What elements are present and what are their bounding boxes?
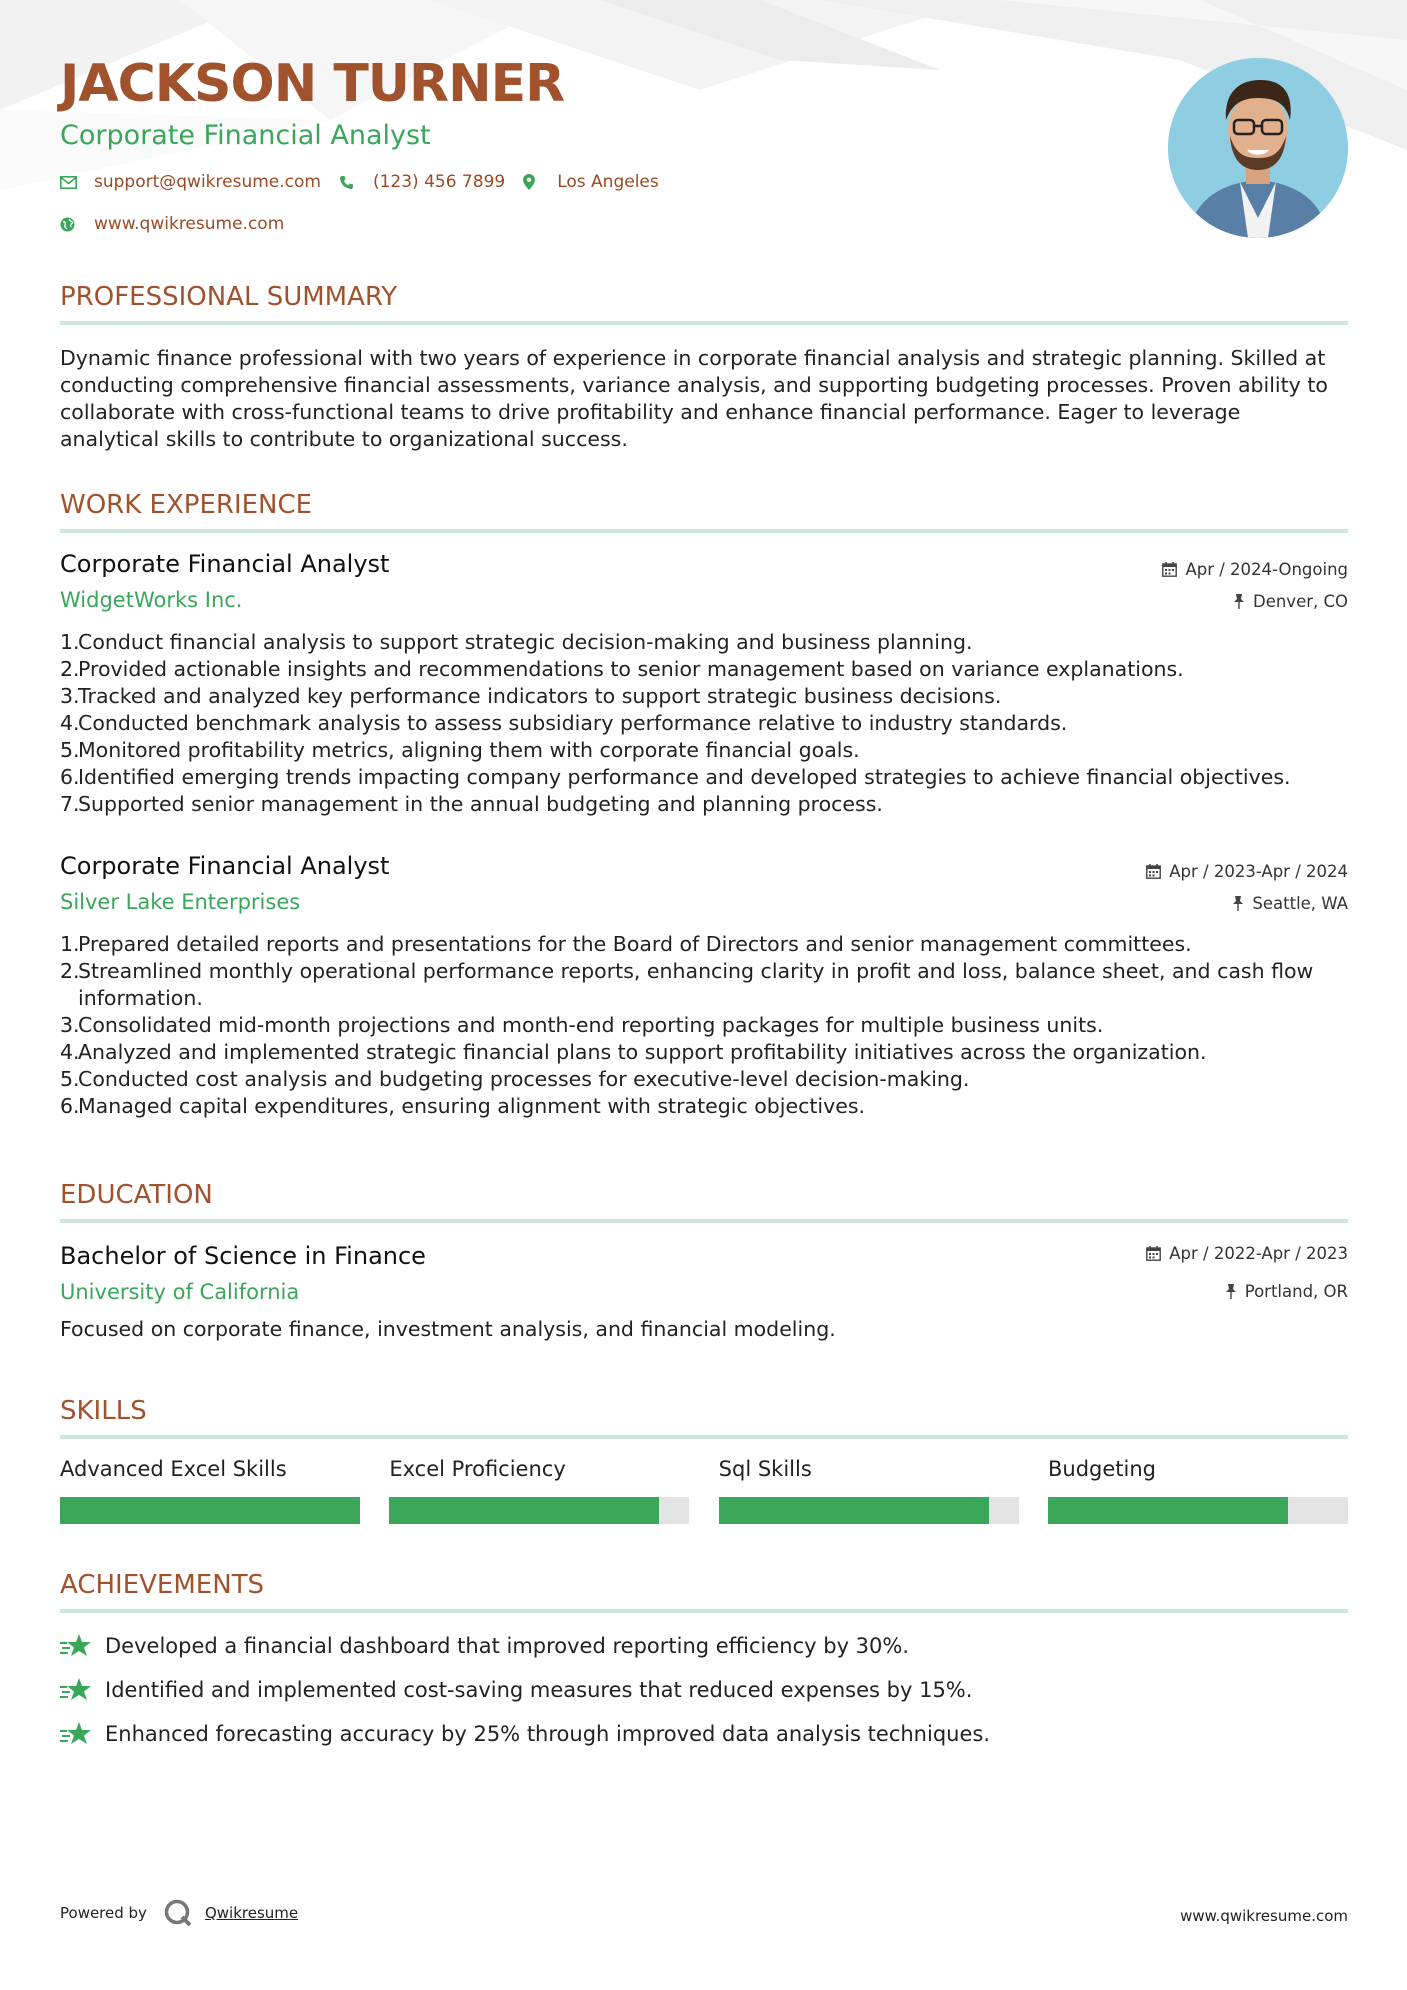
footer-powered-by — [60, 1898, 298, 1928]
job-bullets — [60, 629, 1348, 818]
job-location — [1232, 894, 1348, 913]
list-item: 4. Conducted benchmark analysis to assess subsidiary performance relative to industry standards. — [60, 711, 1068, 735]
skill-bar-fill — [389, 1497, 659, 1524]
shooting-star-icon — [60, 1677, 105, 1703]
job-location-text: Seattle, WA — [1252, 894, 1348, 913]
list-item: 6. Identified emerging trends impacting company performance and developed strategies to achieve financial objectives. — [60, 765, 1291, 789]
list-item: 1. Prepared detailed reports and presentations for the Board of Directors and senior management committees. — [60, 932, 1192, 956]
shooting-star-icon — [60, 1721, 105, 1747]
list-item: 5. Conducted cost analysis and budgeting processes for executive-level decision-making. — [60, 1067, 970, 1091]
pushpin-icon — [1225, 1284, 1237, 1299]
company-name: Silver Lake Enterprises — [60, 890, 301, 914]
summary-line: analytical skills to contribute to organizational success. — [60, 427, 628, 451]
map-marker-icon — [523, 172, 545, 192]
job-dates-text: Apr / 2023-Apr / 2024 — [1169, 862, 1348, 881]
skill-bar — [719, 1497, 1019, 1524]
achievement-text: Developed a financial dashboard that improved reporting efficiency by 30%. — [105, 1634, 910, 1658]
qwikresume-link[interactable]: Qwikresume — [204, 1904, 299, 1922]
qwikresume-logo-icon — [163, 1898, 193, 1928]
job-dates — [1162, 560, 1348, 579]
job-title: Corporate Financial Analyst — [60, 852, 390, 880]
footer-url[interactable]: www.qwikresume.com — [1180, 1907, 1348, 1925]
achievement-text: Identified and implemented cost-saving measures that reduced expenses by 15%. — [105, 1678, 973, 1702]
website-text: www.qwikresume.com — [94, 214, 285, 234]
globe-icon — [60, 214, 82, 234]
education-location — [1225, 1282, 1348, 1301]
envelope-icon — [60, 172, 82, 192]
location-text: Los Angeles — [557, 172, 659, 192]
skill-bar — [1048, 1497, 1348, 1524]
skill-item — [389, 1457, 689, 1524]
skill-item — [60, 1457, 360, 1524]
skill-name: Sql Skills — [718, 1457, 812, 1481]
skill-bar — [389, 1497, 689, 1524]
summary-text — [60, 345, 1348, 453]
email-text: support@qwikresume.com — [94, 172, 321, 192]
job-location — [1233, 592, 1348, 611]
list-item — [60, 1712, 1348, 1756]
achievements-heading: ACHIEVEMENTS — [60, 1570, 265, 1600]
powered-by-label: Powered by — [60, 1904, 147, 1922]
job-dates-text: Apr / 2024-Ongoing — [1185, 560, 1348, 579]
contact-row-primary — [60, 172, 677, 192]
job-dates — [1146, 862, 1348, 881]
candidate-title: Corporate Financial Analyst — [60, 120, 431, 151]
list-item: information. — [78, 986, 203, 1010]
skill-bar-fill — [719, 1497, 989, 1524]
list-item: 3. Consolidated mid-month projections and month-end reporting packages for multiple business units. — [60, 1013, 1104, 1037]
list-item — [60, 1668, 1348, 1712]
list-item: 3. Tracked and analyzed key performance indicators to support strategic business decisions. — [60, 684, 1002, 708]
skill-name: Excel Proficiency — [389, 1457, 566, 1481]
achievements-list — [60, 1624, 1348, 1756]
calendar-icon — [1146, 864, 1161, 879]
list-item: 7. Supported senior management in the annual budgeting and planning process. — [60, 792, 883, 816]
skill-name: Budgeting — [1047, 1457, 1156, 1481]
education-heading: EDUCATION — [60, 1180, 213, 1210]
list-item — [60, 1624, 1348, 1668]
job-bullets — [60, 931, 1348, 1120]
education-dates — [1146, 1244, 1348, 1263]
skill-item — [719, 1457, 1019, 1524]
shooting-star-icon — [60, 1633, 105, 1659]
skills-divider — [60, 1435, 1348, 1439]
list-item: 5. Monitored profitability metrics, aligning them with corporate financial goals. — [60, 738, 860, 762]
summary-heading: PROFESSIONAL SUMMARY — [60, 282, 398, 312]
job-location-text: Denver, CO — [1252, 592, 1348, 611]
skill-name: Advanced Excel Skills — [60, 1457, 287, 1481]
education-divider — [60, 1219, 1348, 1223]
candidate-name: JACKSON TURNER — [60, 54, 565, 114]
job-title: Corporate Financial Analyst — [60, 550, 390, 578]
skill-item — [1048, 1457, 1348, 1524]
contact-row-secondary — [60, 214, 302, 234]
summary-line: collaborate with cross-functional teams to drive profitability and enhance financial performance. Eager to leverage — [60, 400, 1241, 424]
list-item: 6. Managed capital expenditures, ensuring alignment with strategic objectives. — [60, 1094, 866, 1118]
list-item: 2. Streamlined monthly operational performance reports, enhancing clarity in profit and loss, balance sheet, and cash flow — [60, 959, 1314, 983]
education-description: Focused on corporate finance, investment analysis, and financial modeling. — [60, 1317, 836, 1341]
achievement-text: Enhanced forecasting accuracy by 25% through improved data analysis techniques. — [105, 1722, 991, 1746]
phone-text: (123) 456 7899 — [372, 172, 506, 192]
skills-heading: SKILLS — [60, 1396, 147, 1426]
contact-website[interactable] — [60, 214, 284, 234]
contact-phone[interactable] — [339, 172, 505, 192]
company-name: WidgetWorks Inc. — [60, 588, 243, 612]
list-item: 4. Analyzed and implemented strategic financial plans to support profitability initiatives across the organization. — [60, 1040, 1207, 1064]
list-item: 1. Conduct financial analysis to support strategic decision-making and business planning. — [60, 630, 973, 654]
summary-divider — [60, 321, 1348, 325]
achievements-divider — [60, 1609, 1348, 1613]
contact-email[interactable] — [60, 172, 321, 192]
summary-line: Dynamic finance professional with two years of experience in corporate financial analysis and strategic planning. Skilled at — [60, 346, 1326, 370]
calendar-icon — [1162, 562, 1177, 577]
pushpin-icon — [1233, 594, 1245, 609]
education-location-text: Portland, OR — [1244, 1282, 1348, 1301]
experience-divider — [60, 529, 1348, 533]
list-item: 2. Provided actionable insights and recommendations to senior management based on variance explanations. — [60, 657, 1184, 681]
degree-name: Bachelor of Science in Finance — [60, 1242, 426, 1270]
calendar-icon — [1146, 1246, 1161, 1261]
school-name: University of California — [60, 1280, 300, 1304]
skill-bar-fill — [1048, 1497, 1288, 1524]
profile-photo — [1168, 58, 1348, 238]
skill-bar — [60, 1497, 360, 1524]
education-dates-text: Apr / 2022-Apr / 2023 — [1169, 1244, 1348, 1263]
skill-bar-fill — [60, 1497, 360, 1524]
contact-location — [523, 172, 659, 192]
skills-list — [60, 1457, 1348, 1524]
phone-icon — [339, 172, 361, 192]
pushpin-icon — [1232, 896, 1244, 911]
experience-heading: WORK EXPERIENCE — [60, 490, 313, 520]
summary-line: conducting comprehensive financial assessments, variance analysis, and supporting budgeting processes. Proven ability to — [60, 373, 1328, 397]
